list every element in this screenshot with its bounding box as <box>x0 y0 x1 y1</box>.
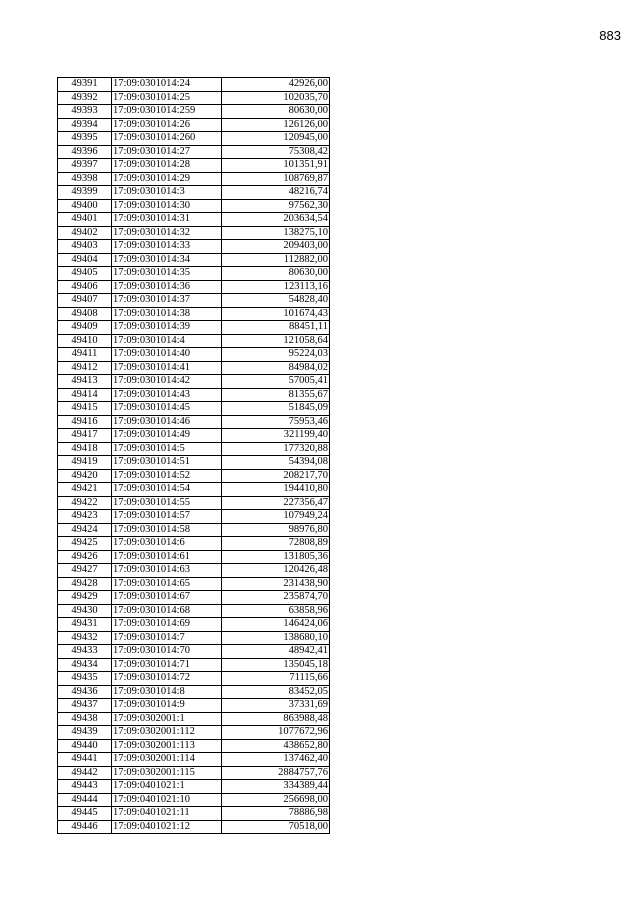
row-number-cell: 49420 <box>58 469 112 483</box>
row-number-cell: 49441 <box>58 753 112 767</box>
value-cell: 108769,87 <box>222 172 330 186</box>
cadastral-number-cell: 17:09:0301014:49 <box>112 429 222 443</box>
cadastral-number-cell: 17:09:0401021:10 <box>112 793 222 807</box>
table-row <box>58 361 330 375</box>
row-number-cell: 49394 <box>58 118 112 132</box>
row-number-cell: 49415 <box>58 402 112 416</box>
table-row <box>58 415 330 429</box>
value-cell: 137462,40 <box>222 753 330 767</box>
row-number-cell: 49396 <box>58 145 112 159</box>
cadastral-number-cell: 17:09:0301014:26 <box>112 118 222 132</box>
cadastral-number-cell: 17:09:0301014:5 <box>112 442 222 456</box>
value-cell: 177320,88 <box>222 442 330 456</box>
value-cell: 102035,70 <box>222 91 330 105</box>
table-row <box>58 429 330 443</box>
row-number-cell: 49426 <box>58 550 112 564</box>
table-row <box>58 510 330 524</box>
table-row <box>58 172 330 186</box>
value-cell: 131805,36 <box>222 550 330 564</box>
value-cell: 194410,80 <box>222 483 330 497</box>
cadastral-number-cell: 17:09:0301014:65 <box>112 577 222 591</box>
table-row <box>58 483 330 497</box>
row-number-cell: 49443 <box>58 780 112 794</box>
row-number-cell: 49424 <box>58 523 112 537</box>
cadastral-number-cell: 17:09:0301014:41 <box>112 361 222 375</box>
cadastral-number-cell: 17:09:0301014:52 <box>112 469 222 483</box>
table-row <box>58 456 330 470</box>
value-cell: 235874,70 <box>222 591 330 605</box>
table-row <box>58 442 330 456</box>
table-row <box>58 550 330 564</box>
cadastral-number-cell: 17:09:0301014:4 <box>112 334 222 348</box>
row-number-cell: 49416 <box>58 415 112 429</box>
table-row <box>58 253 330 267</box>
data-table <box>57 77 330 834</box>
row-number-cell: 49406 <box>58 280 112 294</box>
value-cell: 75308,42 <box>222 145 330 159</box>
row-number-cell: 49395 <box>58 132 112 146</box>
row-number-cell: 49433 <box>58 645 112 659</box>
value-cell: 54394,08 <box>222 456 330 470</box>
row-number-cell: 49407 <box>58 294 112 308</box>
table-row <box>58 240 330 254</box>
cadastral-number-cell: 17:09:0301014:29 <box>112 172 222 186</box>
cadastral-number-cell: 17:09:0301014:37 <box>112 294 222 308</box>
row-number-cell: 49397 <box>58 159 112 173</box>
row-number-cell: 49393 <box>58 105 112 119</box>
value-cell: 54828,40 <box>222 294 330 308</box>
cadastral-number-cell: 17:09:0301014:68 <box>112 604 222 618</box>
value-cell: 83452,05 <box>222 685 330 699</box>
row-number-cell: 49408 <box>58 307 112 321</box>
value-cell: 80630,00 <box>222 105 330 119</box>
value-cell: 81355,67 <box>222 388 330 402</box>
cadastral-number-cell: 17:09:0301014:7 <box>112 631 222 645</box>
table-row <box>58 294 330 308</box>
table-row <box>58 226 330 240</box>
table-row <box>58 105 330 119</box>
row-number-cell: 49432 <box>58 631 112 645</box>
value-cell: 227356,47 <box>222 496 330 510</box>
cadastral-number-cell: 17:09:0302001:113 <box>112 739 222 753</box>
table-row <box>58 793 330 807</box>
table-row <box>58 118 330 132</box>
value-cell: 208217,70 <box>222 469 330 483</box>
table-row <box>58 388 330 402</box>
value-cell: 120426,48 <box>222 564 330 578</box>
value-cell: 88451,11 <box>222 321 330 335</box>
value-cell: 138275,10 <box>222 226 330 240</box>
table-row <box>58 78 330 92</box>
table-row <box>58 631 330 645</box>
cadastral-number-cell: 17:09:0301014:70 <box>112 645 222 659</box>
value-cell: 63858,96 <box>222 604 330 618</box>
value-cell: 209403,00 <box>222 240 330 254</box>
row-number-cell: 49440 <box>58 739 112 753</box>
row-number-cell: 49429 <box>58 591 112 605</box>
table-row <box>58 685 330 699</box>
cadastral-number-cell: 17:09:0301014:51 <box>112 456 222 470</box>
table-row <box>58 618 330 632</box>
cadastral-number-cell: 17:09:0301014:43 <box>112 388 222 402</box>
value-cell: 70518,00 <box>222 820 330 834</box>
table-row <box>58 577 330 591</box>
value-cell: 112882,00 <box>222 253 330 267</box>
row-number-cell: 49392 <box>58 91 112 105</box>
table-row <box>58 496 330 510</box>
row-number-cell: 49418 <box>58 442 112 456</box>
value-cell: 863988,48 <box>222 712 330 726</box>
cadastral-number-cell: 17:09:0301014:260 <box>112 132 222 146</box>
cadastral-number-cell: 17:09:0301014:34 <box>112 253 222 267</box>
table-row <box>58 186 330 200</box>
value-cell: 231438,90 <box>222 577 330 591</box>
value-cell: 256698,00 <box>222 793 330 807</box>
table-row <box>58 199 330 213</box>
cadastral-number-cell: 17:09:0301014:36 <box>112 280 222 294</box>
row-number-cell: 49430 <box>58 604 112 618</box>
value-cell: 120945,00 <box>222 132 330 146</box>
row-number-cell: 49400 <box>58 199 112 213</box>
cadastral-number-cell: 17:09:0301014:25 <box>112 91 222 105</box>
row-number-cell: 49438 <box>58 712 112 726</box>
value-cell: 321199,40 <box>222 429 330 443</box>
value-cell: 101674,43 <box>222 307 330 321</box>
value-cell: 101351,91 <box>222 159 330 173</box>
row-number-cell: 49412 <box>58 361 112 375</box>
cadastral-number-cell: 17:09:0302001:1 <box>112 712 222 726</box>
value-cell: 135045,18 <box>222 658 330 672</box>
cadastral-number-cell: 17:09:0301014:63 <box>112 564 222 578</box>
cadastral-number-cell: 17:09:0401021:12 <box>112 820 222 834</box>
cadastral-number-cell: 17:09:0301014:46 <box>112 415 222 429</box>
row-number-cell: 49431 <box>58 618 112 632</box>
table-row <box>58 321 330 335</box>
value-cell: 42926,00 <box>222 78 330 92</box>
value-cell: 438652,80 <box>222 739 330 753</box>
value-cell: 123113,16 <box>222 280 330 294</box>
row-number-cell: 49417 <box>58 429 112 443</box>
table-row <box>58 672 330 686</box>
table-row <box>58 91 330 105</box>
cadastral-number-cell: 17:09:0301014:32 <box>112 226 222 240</box>
cadastral-number-cell: 17:09:0401021:11 <box>112 807 222 821</box>
table-row <box>58 766 330 780</box>
value-cell: 1077672,96 <box>222 726 330 740</box>
table-row <box>58 348 330 362</box>
row-number-cell: 49437 <box>58 699 112 713</box>
table-row <box>58 591 330 605</box>
cadastral-number-cell: 17:09:0301014:58 <box>112 523 222 537</box>
cadastral-number-cell: 17:09:0301014:30 <box>112 199 222 213</box>
row-number-cell: 49422 <box>58 496 112 510</box>
cadastral-number-cell: 17:09:0301014:31 <box>112 213 222 227</box>
table-row <box>58 159 330 173</box>
table-row <box>58 213 330 227</box>
cadastral-number-cell: 17:09:0301014:9 <box>112 699 222 713</box>
cadastral-number-cell: 17:09:0301014:72 <box>112 672 222 686</box>
row-number-cell: 49410 <box>58 334 112 348</box>
row-number-cell: 49435 <box>58 672 112 686</box>
value-cell: 98976,80 <box>222 523 330 537</box>
table-row <box>58 307 330 321</box>
value-cell: 95224,03 <box>222 348 330 362</box>
row-number-cell: 49399 <box>58 186 112 200</box>
value-cell: 48942,41 <box>222 645 330 659</box>
table-row <box>58 753 330 767</box>
cadastral-number-cell: 17:09:0301014:61 <box>112 550 222 564</box>
row-number-cell: 49434 <box>58 658 112 672</box>
table-row <box>58 564 330 578</box>
row-number-cell: 49409 <box>58 321 112 335</box>
cadastral-number-cell: 17:09:0301014:67 <box>112 591 222 605</box>
value-cell: 71115,66 <box>222 672 330 686</box>
table-row <box>58 537 330 551</box>
row-number-cell: 49425 <box>58 537 112 551</box>
value-cell: 84984,02 <box>222 361 330 375</box>
row-number-cell: 49391 <box>58 78 112 92</box>
table-row <box>58 402 330 416</box>
cadastral-number-cell: 17:09:0301014:54 <box>112 483 222 497</box>
table-row <box>58 267 330 281</box>
cadastral-number-cell: 17:09:0302001:115 <box>112 766 222 780</box>
row-number-cell: 49414 <box>58 388 112 402</box>
cadastral-number-cell: 17:09:0301014:57 <box>112 510 222 524</box>
table-row <box>58 645 330 659</box>
row-number-cell: 49405 <box>58 267 112 281</box>
cadastral-number-cell: 17:09:0302001:112 <box>112 726 222 740</box>
table-row <box>58 145 330 159</box>
value-cell: 107949,24 <box>222 510 330 524</box>
cadastral-number-cell: 17:09:0301014:38 <box>112 307 222 321</box>
table-body <box>58 78 330 834</box>
cadastral-number-cell: 17:09:0301014:33 <box>112 240 222 254</box>
value-cell: 97562,30 <box>222 199 330 213</box>
value-cell: 51845,09 <box>222 402 330 416</box>
row-number-cell: 49401 <box>58 213 112 227</box>
cadastral-number-cell: 17:09:0401021:1 <box>112 780 222 794</box>
row-number-cell: 49446 <box>58 820 112 834</box>
table-row <box>58 334 330 348</box>
value-cell: 37331,69 <box>222 699 330 713</box>
row-number-cell: 49445 <box>58 807 112 821</box>
value-cell: 2884757,76 <box>222 766 330 780</box>
row-number-cell: 49421 <box>58 483 112 497</box>
row-number-cell: 49427 <box>58 564 112 578</box>
table-row <box>58 132 330 146</box>
row-number-cell: 49428 <box>58 577 112 591</box>
row-number-cell: 49439 <box>58 726 112 740</box>
cadastral-number-cell: 17:09:0301014:6 <box>112 537 222 551</box>
table-row <box>58 658 330 672</box>
table-row <box>58 726 330 740</box>
cadastral-number-cell: 17:09:0301014:42 <box>112 375 222 389</box>
table-row <box>58 604 330 618</box>
page-number: 883 <box>599 28 621 43</box>
table-row <box>58 820 330 834</box>
row-number-cell: 49404 <box>58 253 112 267</box>
cadastral-number-cell: 17:09:0301014:259 <box>112 105 222 119</box>
table-row <box>58 523 330 537</box>
cadastral-number-cell: 17:09:0301014:24 <box>112 78 222 92</box>
cadastral-number-cell: 17:09:0301014:55 <box>112 496 222 510</box>
value-cell: 78886,98 <box>222 807 330 821</box>
table-row <box>58 280 330 294</box>
cadastral-number-cell: 17:09:0301014:28 <box>112 159 222 173</box>
value-cell: 75953,46 <box>222 415 330 429</box>
row-number-cell: 49403 <box>58 240 112 254</box>
value-cell: 57005,41 <box>222 375 330 389</box>
row-number-cell: 49413 <box>58 375 112 389</box>
table-row <box>58 739 330 753</box>
row-number-cell: 49442 <box>58 766 112 780</box>
value-cell: 121058,64 <box>222 334 330 348</box>
table-row <box>58 469 330 483</box>
value-cell: 203634,54 <box>222 213 330 227</box>
value-cell: 48216,74 <box>222 186 330 200</box>
value-cell: 138680,10 <box>222 631 330 645</box>
cadastral-number-cell: 17:09:0301014:27 <box>112 145 222 159</box>
cadastral-number-cell: 17:09:0301014:8 <box>112 685 222 699</box>
cadastral-number-cell: 17:09:0302001:114 <box>112 753 222 767</box>
table-row <box>58 375 330 389</box>
cadastral-number-cell: 17:09:0301014:39 <box>112 321 222 335</box>
table-row <box>58 712 330 726</box>
row-number-cell: 49423 <box>58 510 112 524</box>
value-cell: 80630,00 <box>222 267 330 281</box>
value-cell: 146424,06 <box>222 618 330 632</box>
value-cell: 126126,00 <box>222 118 330 132</box>
row-number-cell: 49398 <box>58 172 112 186</box>
row-number-cell: 49411 <box>58 348 112 362</box>
cadastral-number-cell: 17:09:0301014:45 <box>112 402 222 416</box>
row-number-cell: 49419 <box>58 456 112 470</box>
cadastral-number-cell: 17:09:0301014:35 <box>112 267 222 281</box>
cadastral-number-cell: 17:09:0301014:3 <box>112 186 222 200</box>
table-row <box>58 807 330 821</box>
table-row <box>58 699 330 713</box>
value-cell: 72808,89 <box>222 537 330 551</box>
value-cell: 334389,44 <box>222 780 330 794</box>
row-number-cell: 49436 <box>58 685 112 699</box>
cadastral-number-cell: 17:09:0301014:40 <box>112 348 222 362</box>
cadastral-number-cell: 17:09:0301014:71 <box>112 658 222 672</box>
cadastral-number-cell: 17:09:0301014:69 <box>112 618 222 632</box>
table-row <box>58 780 330 794</box>
row-number-cell: 49402 <box>58 226 112 240</box>
row-number-cell: 49444 <box>58 793 112 807</box>
